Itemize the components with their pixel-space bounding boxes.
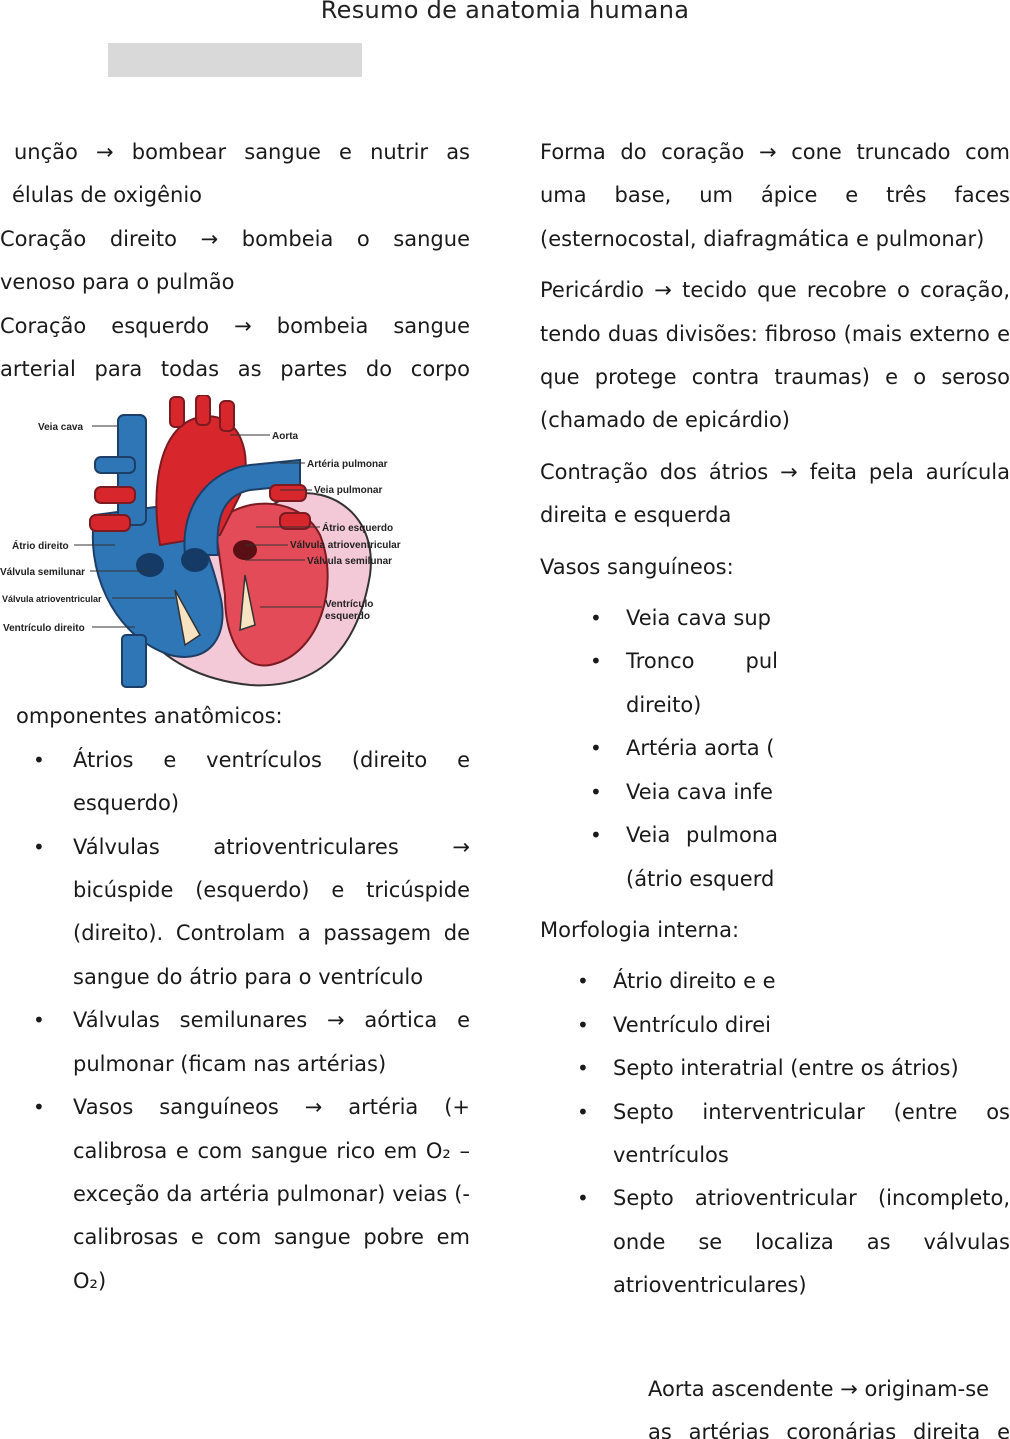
label-valvula-semilunar-left: Válvula semilunar [0, 567, 86, 579]
list-item: • Septo interatrial (entre os átrios) [540, 1047, 1010, 1090]
page-title: Resumo de anatomia humana [320, 0, 690, 24]
aorta-line-1: Aorta ascendente → originam-se [648, 1376, 990, 1401]
right-column [540, 131, 1010, 1439]
vasos-list [540, 597, 778, 901]
vasos-heading: Vasos sanguíneos: [540, 554, 734, 579]
left-column [0, 131, 470, 1303]
list-item: • Válvulas atrioventriculares → bicúspide (esquerdo) e tricúspide (direito). Controlam a passagem de sangue do átrio para o ventrículo [0, 826, 470, 1000]
morfologia-list [540, 960, 1010, 1307]
list-item: • Átrios e ventrículos (direito e esquerdo) [0, 739, 470, 826]
componentes-heading: omponentes anatômicos: [16, 704, 283, 729]
label-arteria-pulmonar: Artéria pulmonar [307, 459, 388, 471]
list-item: • Átrio direito e e [540, 960, 1010, 1003]
label-aorta: Aorta [272, 431, 299, 443]
list-item: • Septo interventricular (entre os ventrículos [540, 1091, 1010, 1178]
heart-illustration [0, 395, 470, 691]
list-item: • Válvulas semilunares → aórtica e pulmonar (ficam nas artérias) [0, 999, 470, 1086]
coracao-esquerdo-line-1: Coração esquerdo → bombeia sangue [0, 313, 470, 338]
label-atrio-esquerdo: Átrio esquerdo [322, 523, 394, 535]
contracao-paragraph: Contração dos átrios → feita pela aurícula direita e esquerda [540, 459, 1010, 528]
list-item: • Veia cava infe [540, 771, 778, 814]
vena-cava-inferior-shape [122, 635, 146, 687]
list-item: • Vasos sanguíneos → artéria (+ calibrosa e com sangue rico em O₂ – exceção da artéria pulmonar) veias (- calibrosas e com sangue pobre em O₂) [0, 1086, 470, 1303]
label-veia-pulmonar: Veia pulmonar [314, 485, 383, 497]
list-item: • Veia pulmona (átrio esquerd [540, 814, 778, 901]
label-valvula-atrioventricular-right: Válvula atrioventricular [290, 540, 401, 552]
componentes-list [0, 739, 470, 1303]
label-valvula-semilunar-right: Válvula semilunar [307, 556, 393, 568]
forma-paragraph: Forma do coração → cone truncado com uma base, um ápice e três faces (esternocostal, diafragmática e pulmonar) [540, 140, 1010, 251]
list-item: • Ventrículo direi [540, 1004, 1010, 1047]
pericardio-paragraph: Pericárdio → tecido que recobre o coração, tendo duas divisões: fibroso (mais externo e que protege contra traumas) e o seroso (chamado de epicárdio) [540, 278, 1010, 433]
list-item: • Artéria aorta ( [540, 727, 778, 770]
label-atrio-direito: Átrio direito [12, 541, 69, 553]
label-ventriculo-esquerdo-2: esquerdo [325, 611, 371, 623]
coracao-direito-line-2: venoso para o pulmão [0, 270, 235, 295]
funcao-line-1: unção → bombear sangue e nutrir as [14, 140, 470, 164]
label-ventriculo-direito: Ventrículo direito [3, 623, 85, 635]
list-item: • Veia cava sup [540, 597, 778, 640]
redacted-box [108, 43, 362, 77]
aorta-line-2: as artérias coronárias direita e [648, 1419, 1010, 1439]
funcao-line-2: élulas de oxigênio [12, 183, 203, 208]
heart-diagram [0, 395, 470, 691]
list-item: • Tronco pul direito) [540, 640, 778, 727]
list-item: • Septo atrioventricular (incompleto, onde se localiza as válvulas atrioventriculares) [540, 1177, 1010, 1307]
coracao-direito-line-1: Coração direito → bombeia o sangue [0, 226, 470, 251]
label-ventriculo-esquerdo-1: Ventrículo [325, 599, 374, 611]
morfologia-heading: Morfologia interna: [540, 917, 740, 942]
label-valvula-atrioventricular-left: Válvula atrioventricular [2, 594, 102, 605]
label-veia-cava: Veia cava [38, 422, 84, 434]
coracao-esquerdo-line-2: arterial para todas as partes do corpo [0, 357, 470, 382]
